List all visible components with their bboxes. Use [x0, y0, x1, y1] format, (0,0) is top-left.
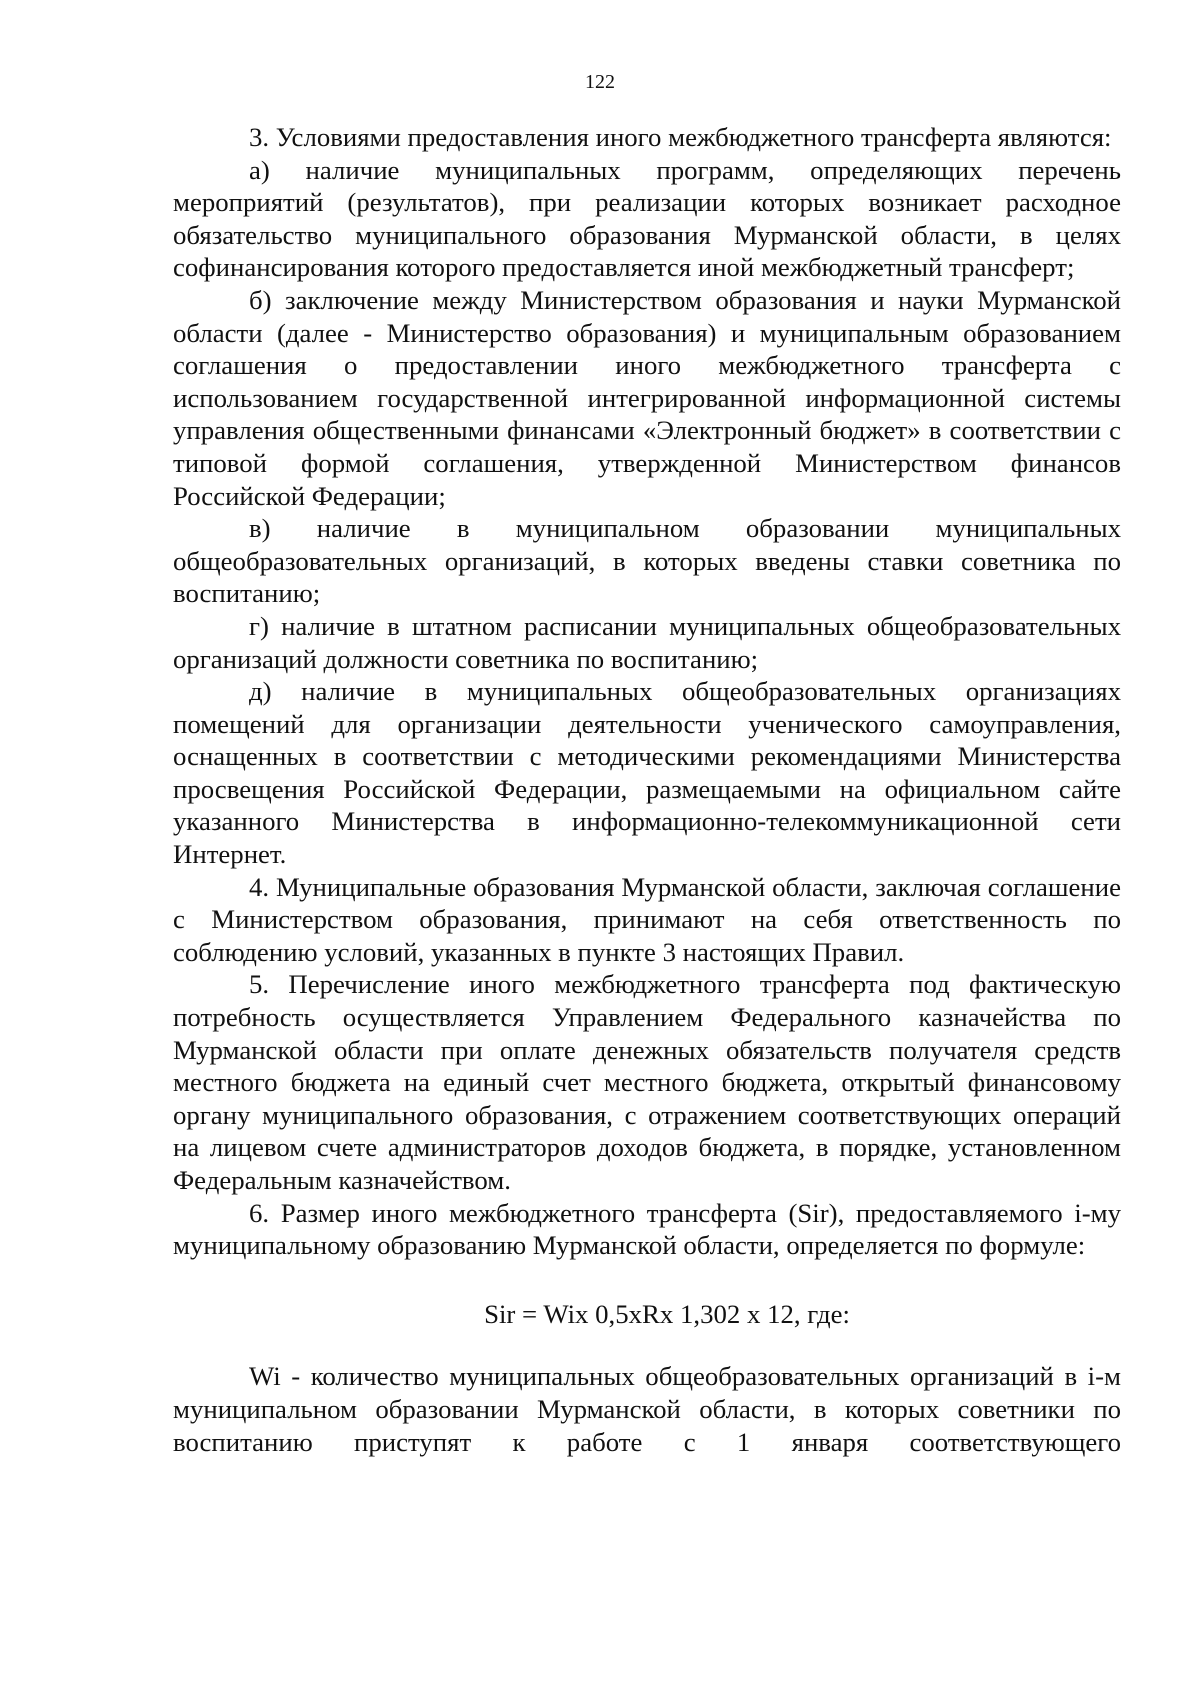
clause-3-g: г) наличие в штатном расписании муниципальных общеобразовательных организаций должности советника по воспитанию;	[173, 610, 1121, 674]
definition-wi: Wi - количество муниципальных общеобразовательных организаций в i-м муниципальном образовании Мурманской области, в которых советники по воспитанию приступят к работе с 1 января соответствующего	[173, 1361, 1121, 1457]
document-body	[173, 121, 1121, 1458]
clause-3: 3. Условиями предоставления иного межбюджетного трансферта являются:	[249, 122, 1112, 152]
formula: Sir = Wix 0,5xRx 1,302 x 12, где:	[484, 1298, 850, 1329]
clause-3-d: д) наличие в муниципальных общеобразовательных организациях помещений для организации деятельности ученического самоуправления, оснащенных в соответствии с методическими рекомендациями Министерства просвещения Российской Федерации, размещаемыми на официальном сайте указанного Министерства в информационно-телекоммуникационной сети Интернет.	[173, 676, 1121, 870]
page-number: 122	[585, 71, 615, 93]
clause-3-a: а) наличие муниципальных программ, определяющих перечень мероприятий (результатов), при реализации которых возникает расходное обязательство муниципального образования Мурманской области, в целях софинансирования которого предоставляется иной межбюджетный трансферт;	[173, 154, 1121, 283]
clause-5: 5. Перечисление иного межбюджетного трансферта под фактическую потребность осуществляется Управлением Федерального казначейства по Мурманской области при оплате денежных обязательств получателя средств местного бюджета на единый счет местного бюджета, открытый финансовому органу муниципального образования, с отражением соответствующих операций на лицевом счете администраторов доходов бюджета, в порядке, установленном Федеральным казначейством.	[173, 969, 1121, 1195]
clause-6: 6. Размер иного межбюджетного трансферта (Sir), предоставляемого i-му муниципальному образованию Мурманской области, определяется по формуле:	[173, 1197, 1121, 1261]
clause-4: 4. Муниципальные образования Мурманской области, заключая соглашение с Министерством образования, принимают на себя ответственность по соблюдению условий, указанных в пункте 3 настоящих Правил.	[173, 871, 1121, 967]
clause-3-v: в) наличие в муниципальном образовании муниципальных общеобразовательных организаций, в которых введены ставки советника по воспитанию;	[173, 513, 1121, 609]
clause-3-b: б) заключение между Министерством образования и науки Мурманской области (далее - Министерство образования) и муниципальным образованием соглашения о предоставлении иного межбюджетного трансферта с использованием государственной интегрированной информационной системы управления общественными финансами «Электронный бюджет» в соответствии с типовой формой соглашения, утвержденной Министерством финансов Российской Федерации;	[173, 284, 1121, 511]
